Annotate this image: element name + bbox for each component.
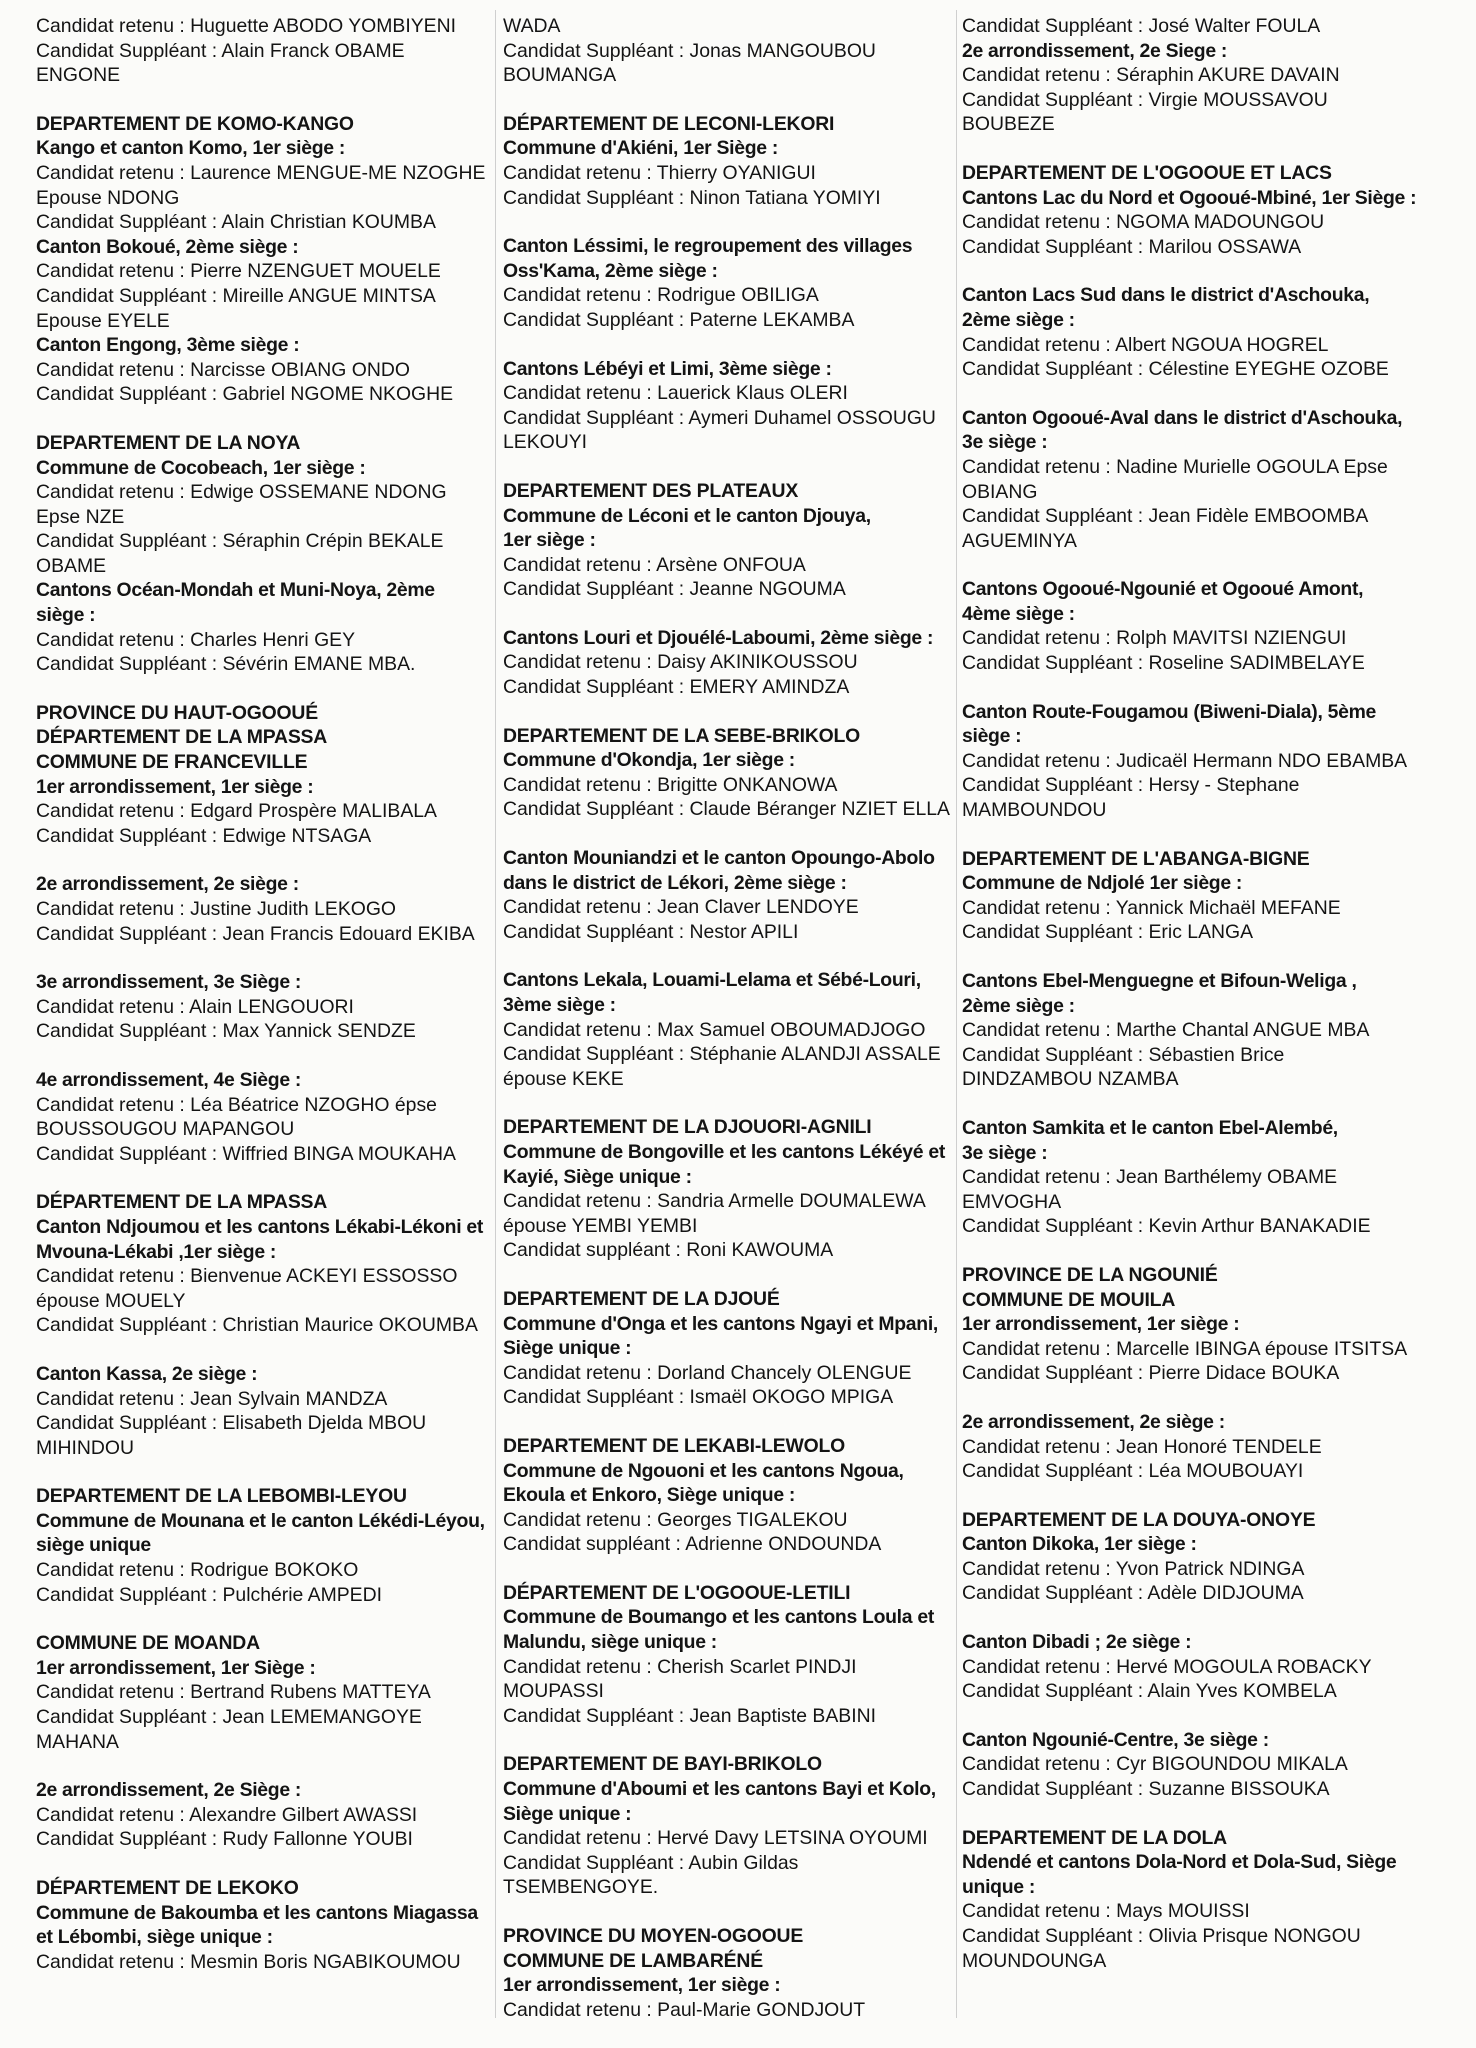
spacer bbox=[962, 137, 1432, 161]
partial-line: WADA bbox=[503, 15, 561, 37]
text-line: Candidat Suppléant : Ninon Tatiana YOMIYI bbox=[503, 186, 881, 209]
subsection-heading: Kayié, Siège unique : bbox=[503, 1165, 692, 1188]
text-line: AGUEMINYA bbox=[962, 529, 1077, 552]
text-line: Candidat retenu : Marcelle IBINGA épouse ITSITSA bbox=[962, 1337, 1408, 1360]
text-line: épouse KEKE bbox=[503, 1067, 624, 1090]
text-line: Candidat retenu : Laurence MENGUE-ME NZOGHE bbox=[36, 161, 486, 184]
spacer bbox=[962, 1484, 1432, 1508]
section-heading: DEPARTEMENT DE LA DJOUÉ bbox=[503, 1287, 780, 1310]
spacer bbox=[503, 1557, 955, 1581]
subsection-heading: 1er arrondissement, 1er Siège : bbox=[36, 1656, 316, 1679]
text-line: Candidat retenu : Jean Honoré TENDELE bbox=[962, 1435, 1322, 1458]
subsection-heading: Commune de Ndjolé 1er siège : bbox=[962, 872, 1243, 895]
text-line: Candidat retenu : Jean Sylvain MANDZA bbox=[36, 1387, 388, 1410]
text-line: Candidat retenu : Cyr BIGOUNDOU MIKALA bbox=[962, 1753, 1348, 1776]
text-line: Candidat Suppléant : Olivia Prisque NONGOU bbox=[962, 1925, 1361, 1947]
subsection-heading: 1er siège : bbox=[503, 529, 596, 552]
text-line: DINDZAMBOU NZAMBA bbox=[962, 1068, 1179, 1091]
spacer bbox=[503, 1728, 955, 1752]
section-heading: DÉPARTEMENT DE LEKOKO bbox=[36, 1877, 299, 1899]
section-heading: COMMUNE DE LAMBARÉNÉ bbox=[503, 1949, 763, 1972]
subsection-heading: 1er arrondissement, 1er siège : bbox=[36, 775, 314, 798]
text-line: Candidat retenu : Marthe Chantal ANGUE MBA bbox=[962, 1019, 1370, 1042]
text-line: Candidat Suppléant : Gabriel NGOME NKOGHE bbox=[36, 383, 454, 406]
subsection-heading: Canton Ogooué-Aval dans le district d'Aschouka, bbox=[962, 406, 1403, 429]
column-1 bbox=[36, 14, 488, 2018]
subsection-heading: unique : bbox=[962, 1875, 1035, 1898]
subsection-heading: 2ème siège : bbox=[962, 308, 1075, 331]
subsection-heading: Oss'Kama, 2ème siège : bbox=[503, 259, 718, 282]
text-line: Candidat Suppléant : Jean Francis Edouard EKIBA bbox=[36, 922, 475, 945]
subsection-heading: 1er arrondissement, 1er siège : bbox=[503, 1974, 781, 1997]
spacer bbox=[503, 333, 955, 357]
subsection-heading: siège : bbox=[36, 604, 96, 627]
subsection-heading: Commune d'Okondja, 1er siège : bbox=[503, 749, 795, 772]
subsection-heading: Cantons Lekala, Louami-Lelama et Sébé-Louri, bbox=[503, 969, 921, 992]
text-line: Candidat retenu : Albert NGOUA HOGREL bbox=[962, 333, 1329, 356]
spacer bbox=[962, 553, 1432, 577]
subsection-heading: Ndendé et cantons Dola-Nord et Dola-Sud, Siège bbox=[962, 1851, 1397, 1874]
text-line: Candidat retenu : Brigitte ONKANOWA bbox=[503, 773, 838, 796]
spacer bbox=[962, 1606, 1432, 1630]
subsection-heading: 1er arrondissement, 1er siège : bbox=[962, 1313, 1240, 1336]
subsection-heading: Canton Ngounié-Centre, 3e siège : bbox=[962, 1728, 1269, 1751]
subsection-heading: Canton Engong, 3ème siège : bbox=[36, 334, 300, 357]
text-line: LEKOUYI bbox=[503, 431, 588, 454]
spacer bbox=[503, 210, 955, 234]
text-line: BOUMANGA bbox=[503, 64, 617, 87]
spacer bbox=[503, 1263, 955, 1287]
column-divider bbox=[956, 10, 957, 2018]
text-line: Epouse NDONG bbox=[36, 186, 180, 209]
spacer bbox=[962, 259, 1432, 283]
text-line: Candidat retenu : Edgard Prospère MALIBALA bbox=[36, 800, 437, 823]
spacer bbox=[36, 1460, 488, 1484]
text-line: Candidat retenu : Georges TIGALEKOU bbox=[503, 1508, 848, 1531]
subsection-heading: dans le district de Lékori, 2ème siège : bbox=[503, 871, 847, 894]
subsection-heading: Cantons Ebel-Menguegne et Bifoun-Weliga , bbox=[962, 970, 1357, 992]
text-line: Epouse EYELE bbox=[36, 309, 170, 332]
subsection-heading: Commune de Ngouoni et les cantons Ngoua, bbox=[503, 1459, 904, 1482]
text-line: Candidat Suppléant : Mireille ANGUE MINTSA bbox=[36, 284, 436, 307]
subsection-heading: 3e siège : bbox=[962, 431, 1048, 454]
text-line: Candidat retenu : Rolph MAVITSI NZIENGUI bbox=[962, 627, 1347, 650]
spacer bbox=[36, 1338, 488, 1362]
subsection-heading: Malundu, siège unique : bbox=[503, 1631, 717, 1654]
spacer bbox=[962, 823, 1432, 847]
subsection-heading: Canton Route-Fougamou (Biweni-Diala), 5ème bbox=[962, 700, 1377, 723]
subsection-heading: 3e siège : bbox=[962, 1141, 1048, 1164]
spacer bbox=[503, 1900, 955, 1924]
text-line: Candidat Suppléant : Roseline SADIMBELAYE bbox=[962, 652, 1365, 675]
text-line: Candidat Suppléant : Paterne LEKAMBA bbox=[503, 308, 855, 331]
subsection-heading: 4e arrondissement, 4e Siège : bbox=[36, 1068, 302, 1091]
spacer bbox=[503, 700, 955, 724]
subsection-heading: Cantons Lébéyi et Limi, 3ème siège : bbox=[503, 357, 832, 380]
text-line: Candidat retenu : Alain LENGOUORI bbox=[36, 995, 354, 1018]
subsection-heading: Canton Mouniandzi et le canton Opoungo-Abolo bbox=[503, 847, 935, 870]
spacer bbox=[503, 1091, 955, 1115]
text-line: OBAME bbox=[36, 554, 107, 577]
spacer bbox=[962, 1386, 1432, 1410]
subsection-heading: Siège unique : bbox=[503, 1337, 632, 1360]
text-line: Candidat Suppléant : Jean Baptiste BABINI bbox=[503, 1704, 876, 1727]
text-line: Candidat Suppléant : Marilou OSSAWA bbox=[962, 235, 1302, 258]
section-heading: DEPARTEMENT DE LEKABI-LEWOLO bbox=[503, 1434, 845, 1457]
section-heading: DEPARTEMENT DE BAYI-BRIKOLO bbox=[503, 1753, 822, 1776]
text-line: Candidat Suppléant : Stéphanie ALANDJI ASSALE bbox=[503, 1043, 941, 1066]
text-line: Candidat retenu : Jean Barthélemy OBAME bbox=[962, 1166, 1338, 1189]
subsection-heading: Canton Bokoué, 2ème siège : bbox=[36, 235, 299, 258]
subsection-heading: Cantons Ogooué-Ngounié et Ogooué Amont, bbox=[962, 578, 1364, 601]
text-line: Candidat retenu : Rodrigue OBILIGA bbox=[503, 284, 819, 307]
text-line: MOUNDOUNGA bbox=[962, 1949, 1107, 1972]
text-line: Candidat Suppléant : Alain Franck OBAME bbox=[36, 39, 405, 62]
section-heading: DÉPARTEMENT DE L'OGOOUE-LETILI bbox=[503, 1581, 851, 1604]
text-line: Candidat retenu : Hervé MOGOULA ROBACKY bbox=[962, 1655, 1372, 1678]
subsection-heading: Canton Kassa, 2e siège : bbox=[36, 1362, 258, 1385]
subsection-heading: 3ème siège : bbox=[503, 994, 616, 1016]
subsection-heading: Ekoula et Enkoro, Siège unique : bbox=[503, 1484, 796, 1507]
section-heading: PROVINCE DU MOYEN-OGOOUE bbox=[503, 1925, 804, 1947]
text-line: Candidat retenu : NGOMA MADOUNGOU bbox=[962, 211, 1325, 234]
spacer bbox=[962, 1239, 1432, 1263]
text-line: Candidat retenu : Jean Claver LENDOYE bbox=[503, 896, 859, 919]
section-heading: DEPARTEMENT DE LA LEBOMBI-LEYOU bbox=[36, 1485, 407, 1508]
text-line: Candidat Suppléant : Séraphin Crépin BEKALE bbox=[36, 530, 444, 553]
text-line: Candidat Suppléant : Edwige NTSAGA bbox=[36, 824, 372, 847]
subsection-heading: Cantons Océan-Mondah et Muni-Noya, 2ème bbox=[36, 579, 435, 602]
text-line: Epse NZE bbox=[36, 505, 125, 528]
text-line: Candidat Suppléant : José Walter FOULA bbox=[962, 15, 1321, 37]
text-line: Candidat Suppléant : Suzanne BISSOUKA bbox=[962, 1778, 1330, 1801]
section-heading: COMMUNE DE MOANDA bbox=[36, 1632, 260, 1655]
text-line: Candidat retenu : Nadine Murielle OGOULA Epse bbox=[962, 455, 1388, 478]
section-heading: COMMUNE DE FRANCEVILLE bbox=[36, 751, 308, 774]
text-line: Candidat Suppléant : Christian Maurice OKOUMBA bbox=[36, 1314, 478, 1337]
subsection-heading: Commune d'Onga et les cantons Ngayi et Mpani, bbox=[503, 1312, 939, 1335]
text-line: Candidat Suppléant : Kevin Arthur BANAKADIE bbox=[962, 1215, 1371, 1238]
text-line: Candidat Suppléant : Aubin Gildas TSEMBENGOYE. bbox=[503, 1851, 804, 1899]
text-line: Candidat Suppléant : Virgie MOUSSAVOU bbox=[962, 88, 1328, 111]
spacer bbox=[962, 1802, 1432, 1826]
spacer bbox=[36, 1852, 488, 1876]
text-line: Candidat retenu : Judicaël Hermann NDO EBAMBA bbox=[962, 749, 1408, 772]
text-line: Candidat Suppléant : Elisabeth Djelda MBOU bbox=[36, 1412, 427, 1435]
spacer bbox=[503, 88, 955, 112]
text-line: Candidat Suppléant : Jonas MANGOUBOU bbox=[503, 39, 876, 62]
text-line: Candidat retenu : Max Samuel OBOUMADJOGO bbox=[503, 1018, 926, 1041]
text-line: Candidat retenu : Dorland Chancely OLENGUE bbox=[503, 1361, 912, 1384]
text-line: Candidat Suppléant : Pulchérie AMPEDI bbox=[36, 1583, 383, 1606]
text-line: Candidat retenu : Narcisse OBIANG ONDO bbox=[36, 358, 410, 381]
spacer bbox=[503, 822, 955, 846]
subsection-heading: 4ème siège : bbox=[962, 602, 1075, 625]
spacer bbox=[36, 1166, 488, 1190]
text-line: épouse MOUELY bbox=[36, 1289, 186, 1312]
text-line: Candidat retenu : Alexandre Gilbert AWASSI bbox=[36, 1803, 418, 1826]
text-line: Candidat Suppléant : Jean LEMEMANGOYE bbox=[36, 1706, 422, 1729]
subsection-heading: Cantons Lac du Nord et Ogooué-Mbiné, 1er Siège : bbox=[962, 186, 1417, 209]
subsection-heading: 2e arrondissement, 2e siège : bbox=[962, 1410, 1225, 1433]
spacer bbox=[36, 407, 488, 431]
text-line: Candidat suppléant : Adrienne ONDOUNDA bbox=[503, 1533, 882, 1556]
text-line: Candidat retenu : Mays MOUISSI bbox=[962, 1900, 1250, 1923]
text-line: Candidat Suppléant : Pierre Didace BOUKA bbox=[962, 1362, 1340, 1385]
text-line: Candidat retenu : Séraphin AKURE DAVAIN bbox=[962, 64, 1340, 87]
spacer bbox=[962, 676, 1432, 700]
spacer bbox=[503, 1410, 955, 1434]
spacer bbox=[36, 1754, 488, 1778]
subsection-heading: Cantons Louri et Djouélé-Laboumi, 2ème siège : bbox=[503, 626, 934, 649]
text-line: Candidat retenu : Bertrand Rubens MATTEYA bbox=[36, 1681, 431, 1704]
spacer bbox=[962, 382, 1432, 406]
text-line: Candidat retenu : Mesmin Boris NGABIKOUMOU bbox=[36, 1950, 461, 1973]
text-line: Candidat Suppléant : Sévérin EMANE MBA. bbox=[36, 653, 416, 676]
text-line: MAMBOUNDOU bbox=[962, 799, 1107, 822]
section-heading: DEPARTEMENT DE L'ABANGA-BIGNE bbox=[962, 847, 1310, 870]
column-3 bbox=[962, 14, 1432, 2018]
text-line: Candidat Suppléant : Jean Fidèle EMBOOMBA bbox=[962, 505, 1369, 528]
spacer bbox=[36, 677, 488, 701]
subsection-heading: 2e arrondissement, 2e siège : bbox=[36, 873, 299, 896]
section-heading: DEPARTEMENT DE LA DOUYA-ONOYE bbox=[962, 1508, 1316, 1531]
subsection-heading: Canton Lacs Sud dans le district d'Aschouka, bbox=[962, 284, 1370, 307]
text-line: Candidat retenu : Thierry OYANIGUI bbox=[503, 161, 816, 184]
subsection-heading: Commune de Bakoumba et les cantons Miagassa bbox=[36, 1901, 478, 1924]
text-line: Candidat retenu : Léa Béatrice NZOGHO épse bbox=[36, 1093, 437, 1116]
subsection-heading: 3e arrondissement, 3e Siège : bbox=[36, 971, 302, 994]
subsection-heading: siège : bbox=[962, 725, 1022, 748]
section-heading: DEPARTEMENT DE LA DOLA bbox=[962, 1826, 1227, 1849]
text-line: Candidat retenu : Daisy AKINIKOUSSOU bbox=[503, 651, 858, 674]
text-line: Candidat retenu : Sandria Armelle DOUMALEWA bbox=[503, 1190, 926, 1213]
text-line: MAHANA bbox=[36, 1730, 119, 1753]
spacer bbox=[503, 602, 955, 626]
text-line: Candidat Suppléant : Claude Béranger NZIET ELLA bbox=[503, 798, 950, 821]
text-line: Candidat Suppléant : EMERY AMINDZA bbox=[503, 676, 850, 699]
text-line: Candidat suppléant : Roni KAWOUMA bbox=[503, 1239, 834, 1262]
spacer bbox=[503, 455, 955, 479]
subsection-heading: Canton Dibadi ; 2e siège : bbox=[962, 1631, 1192, 1654]
text-line: Candidat retenu : Charles Henri GEY bbox=[36, 628, 356, 651]
section-heading: DEPARTEMENT DE L'OGOOUE ET LACS bbox=[962, 161, 1332, 184]
text-line: Candidat retenu : Edwige OSSEMANE NDONG bbox=[36, 481, 447, 504]
spacer bbox=[962, 1704, 1432, 1728]
spacer bbox=[962, 945, 1432, 969]
subsection-heading: et Lébombi, siège unique : bbox=[36, 1926, 273, 1949]
subsection-heading: Commune de Léconi et le canton Djouya, bbox=[503, 504, 871, 527]
text-line: Candidat Suppléant : Hersy - Stephane bbox=[962, 774, 1300, 797]
spacer bbox=[36, 848, 488, 872]
section-heading: DEPARTEMENT DES PLATEAUX bbox=[503, 479, 799, 502]
text-line: BOUSSOUGOU MAPANGOU bbox=[36, 1118, 295, 1141]
text-line: MIHINDOU bbox=[36, 1436, 135, 1459]
text-line: Candidat retenu : Justine Judith LEKOGO bbox=[36, 898, 397, 920]
text-line: Candidat Suppléant : Max Yannick SENDZE bbox=[36, 1020, 416, 1043]
text-line: Candidat retenu : Huguette ABODO YOMBIYENI bbox=[36, 15, 456, 37]
text-line: Candidat Suppléant : Léa MOUBOUAYI bbox=[962, 1460, 1304, 1483]
text-line: épouse YEMBI YEMBI bbox=[503, 1214, 698, 1237]
text-line: Candidat retenu : Arsène ONFOUA bbox=[503, 553, 806, 576]
subsection-heading: 2ème siège : bbox=[962, 994, 1075, 1017]
subsection-heading: Commune d'Aboumi et les cantons Bayi et Kolo, bbox=[503, 1778, 936, 1801]
column-divider bbox=[495, 10, 496, 2018]
text-line: Candidat retenu : Lauerick Klaus OLERI bbox=[503, 382, 848, 405]
subsection-heading: 2e arrondissement, 2e Siège : bbox=[36, 1779, 302, 1802]
subsection-heading: Siège unique : bbox=[503, 1802, 632, 1825]
text-line: Candidat retenu : Pierre NZENGUET MOUELE bbox=[36, 260, 441, 283]
spacer bbox=[503, 944, 955, 968]
text-line: Candidat retenu : Bienvenue ACKEYI ESSOSSO bbox=[36, 1265, 458, 1288]
text-line: MOUPASSI bbox=[503, 1680, 604, 1703]
text-line: Candidat retenu : Paul-Marie GONDJOUT bbox=[503, 1998, 866, 2018]
text-line: ENGONE bbox=[36, 64, 121, 87]
spacer bbox=[36, 1607, 488, 1631]
text-line: Candidat Suppléant : Adèle DIDJOUMA bbox=[962, 1582, 1304, 1605]
spacer bbox=[36, 946, 488, 970]
section-heading: DEPARTEMENT DE LA NOYA bbox=[36, 431, 301, 454]
text-line: Candidat retenu : Yannick Michaël MEFANE bbox=[962, 896, 1341, 919]
column-2 bbox=[503, 14, 955, 2018]
subsection-heading: Mvouna-Lékabi ,1er siège : bbox=[36, 1240, 277, 1263]
subsection-heading: Canton Ndjoumou et les cantons Lékabi-Lékoni et bbox=[36, 1215, 484, 1238]
section-heading: COMMUNE DE MOUILA bbox=[962, 1288, 1176, 1311]
text-line: Candidat retenu : Yvon Patrick NDINGA bbox=[962, 1557, 1305, 1580]
subsection-heading: 2e arrondissement, 2e Siege : bbox=[962, 39, 1228, 62]
spacer bbox=[36, 1044, 488, 1068]
text-line: Candidat retenu : Cherish Scarlet PINDJI bbox=[503, 1655, 857, 1678]
text-line: Candidat Suppléant : Jeanne NGOUMA bbox=[503, 578, 846, 601]
section-heading: DÉPARTEMENT DE LA MPASSA bbox=[36, 1191, 328, 1214]
subsection-heading: Commune de Mounana et le canton Lékédi-Léyou, bbox=[36, 1509, 485, 1532]
section-heading: DÉPARTEMENT DE LA MPASSA bbox=[36, 726, 328, 749]
text-line: BOUBEZE bbox=[962, 113, 1055, 136]
text-line: Candidat Suppléant : Célestine EYEGHE OZOBE bbox=[962, 358, 1389, 381]
text-line: Candidat Suppléant : Alain Christian KOUMBA bbox=[36, 211, 436, 234]
subsection-heading: Canton Dikoka, 1er siège : bbox=[962, 1533, 1197, 1556]
spacer bbox=[962, 1092, 1432, 1116]
text-line: Candidat Suppléant : Sébastien Brice bbox=[962, 1043, 1285, 1066]
subsection-heading: Commune de Boumango et les cantons Loula et bbox=[503, 1606, 934, 1629]
text-line: EMVOGHA bbox=[962, 1190, 1062, 1213]
subsection-heading: Canton Samkita et le canton Ebel-Alembé, bbox=[962, 1116, 1338, 1139]
section-heading: PROVINCE DE LA NGOUNIÉ bbox=[962, 1263, 1218, 1286]
text-line: Candidat Suppléant : Eric LANGA bbox=[962, 921, 1254, 944]
subsection-heading: Commune de Cocobeach, 1er siège : bbox=[36, 456, 366, 479]
section-heading: PROVINCE DU HAUT-OGOOUÉ bbox=[36, 701, 318, 724]
text-line: Candidat retenu : Hervé Davy LETSINA OYOUMI bbox=[503, 1827, 928, 1850]
subsection-heading: siège unique bbox=[36, 1534, 151, 1557]
text-line: Candidat Suppléant : Alain Yves KOMBELA bbox=[962, 1680, 1337, 1703]
text-line: Candidat retenu : Rodrigue BOKOKO bbox=[36, 1559, 359, 1582]
text-line: Candidat Suppléant : Ismaël OKOGO MPIGA bbox=[503, 1386, 894, 1409]
text-line: Candidat Suppléant : Aymeri Duhamel OSSOUGU bbox=[503, 406, 936, 429]
text-line: Candidat Suppléant : Wiffried BINGA MOUKAHA bbox=[36, 1142, 456, 1165]
subsection-heading: Canton Léssimi, le regroupement des villages bbox=[503, 235, 913, 258]
section-heading: DEPARTEMENT DE KOMO-KANGO bbox=[36, 112, 354, 135]
text-line: Candidat Suppléant : Nestor APILI bbox=[503, 920, 799, 943]
text-line: OBIANG bbox=[962, 480, 1038, 503]
spacer bbox=[36, 88, 488, 112]
subsection-heading: Kango et canton Komo, 1er siège : bbox=[36, 137, 346, 160]
section-heading: DÉPARTEMENT DE LECONI-LEKORI bbox=[503, 112, 835, 135]
text-line: Candidat Suppléant : Rudy Fallonne YOUBI bbox=[36, 1828, 413, 1851]
subsection-heading: Commune de Bongoville et les cantons Lékéyé et bbox=[503, 1140, 946, 1163]
subsection-heading: Commune d'Akiéni, 1er Siège : bbox=[503, 137, 778, 160]
section-heading: DEPARTEMENT DE LA DJOUORI-AGNILI bbox=[503, 1116, 872, 1139]
section-heading: DEPARTEMENT DE LA SEBE-BRIKOLO bbox=[503, 724, 861, 747]
